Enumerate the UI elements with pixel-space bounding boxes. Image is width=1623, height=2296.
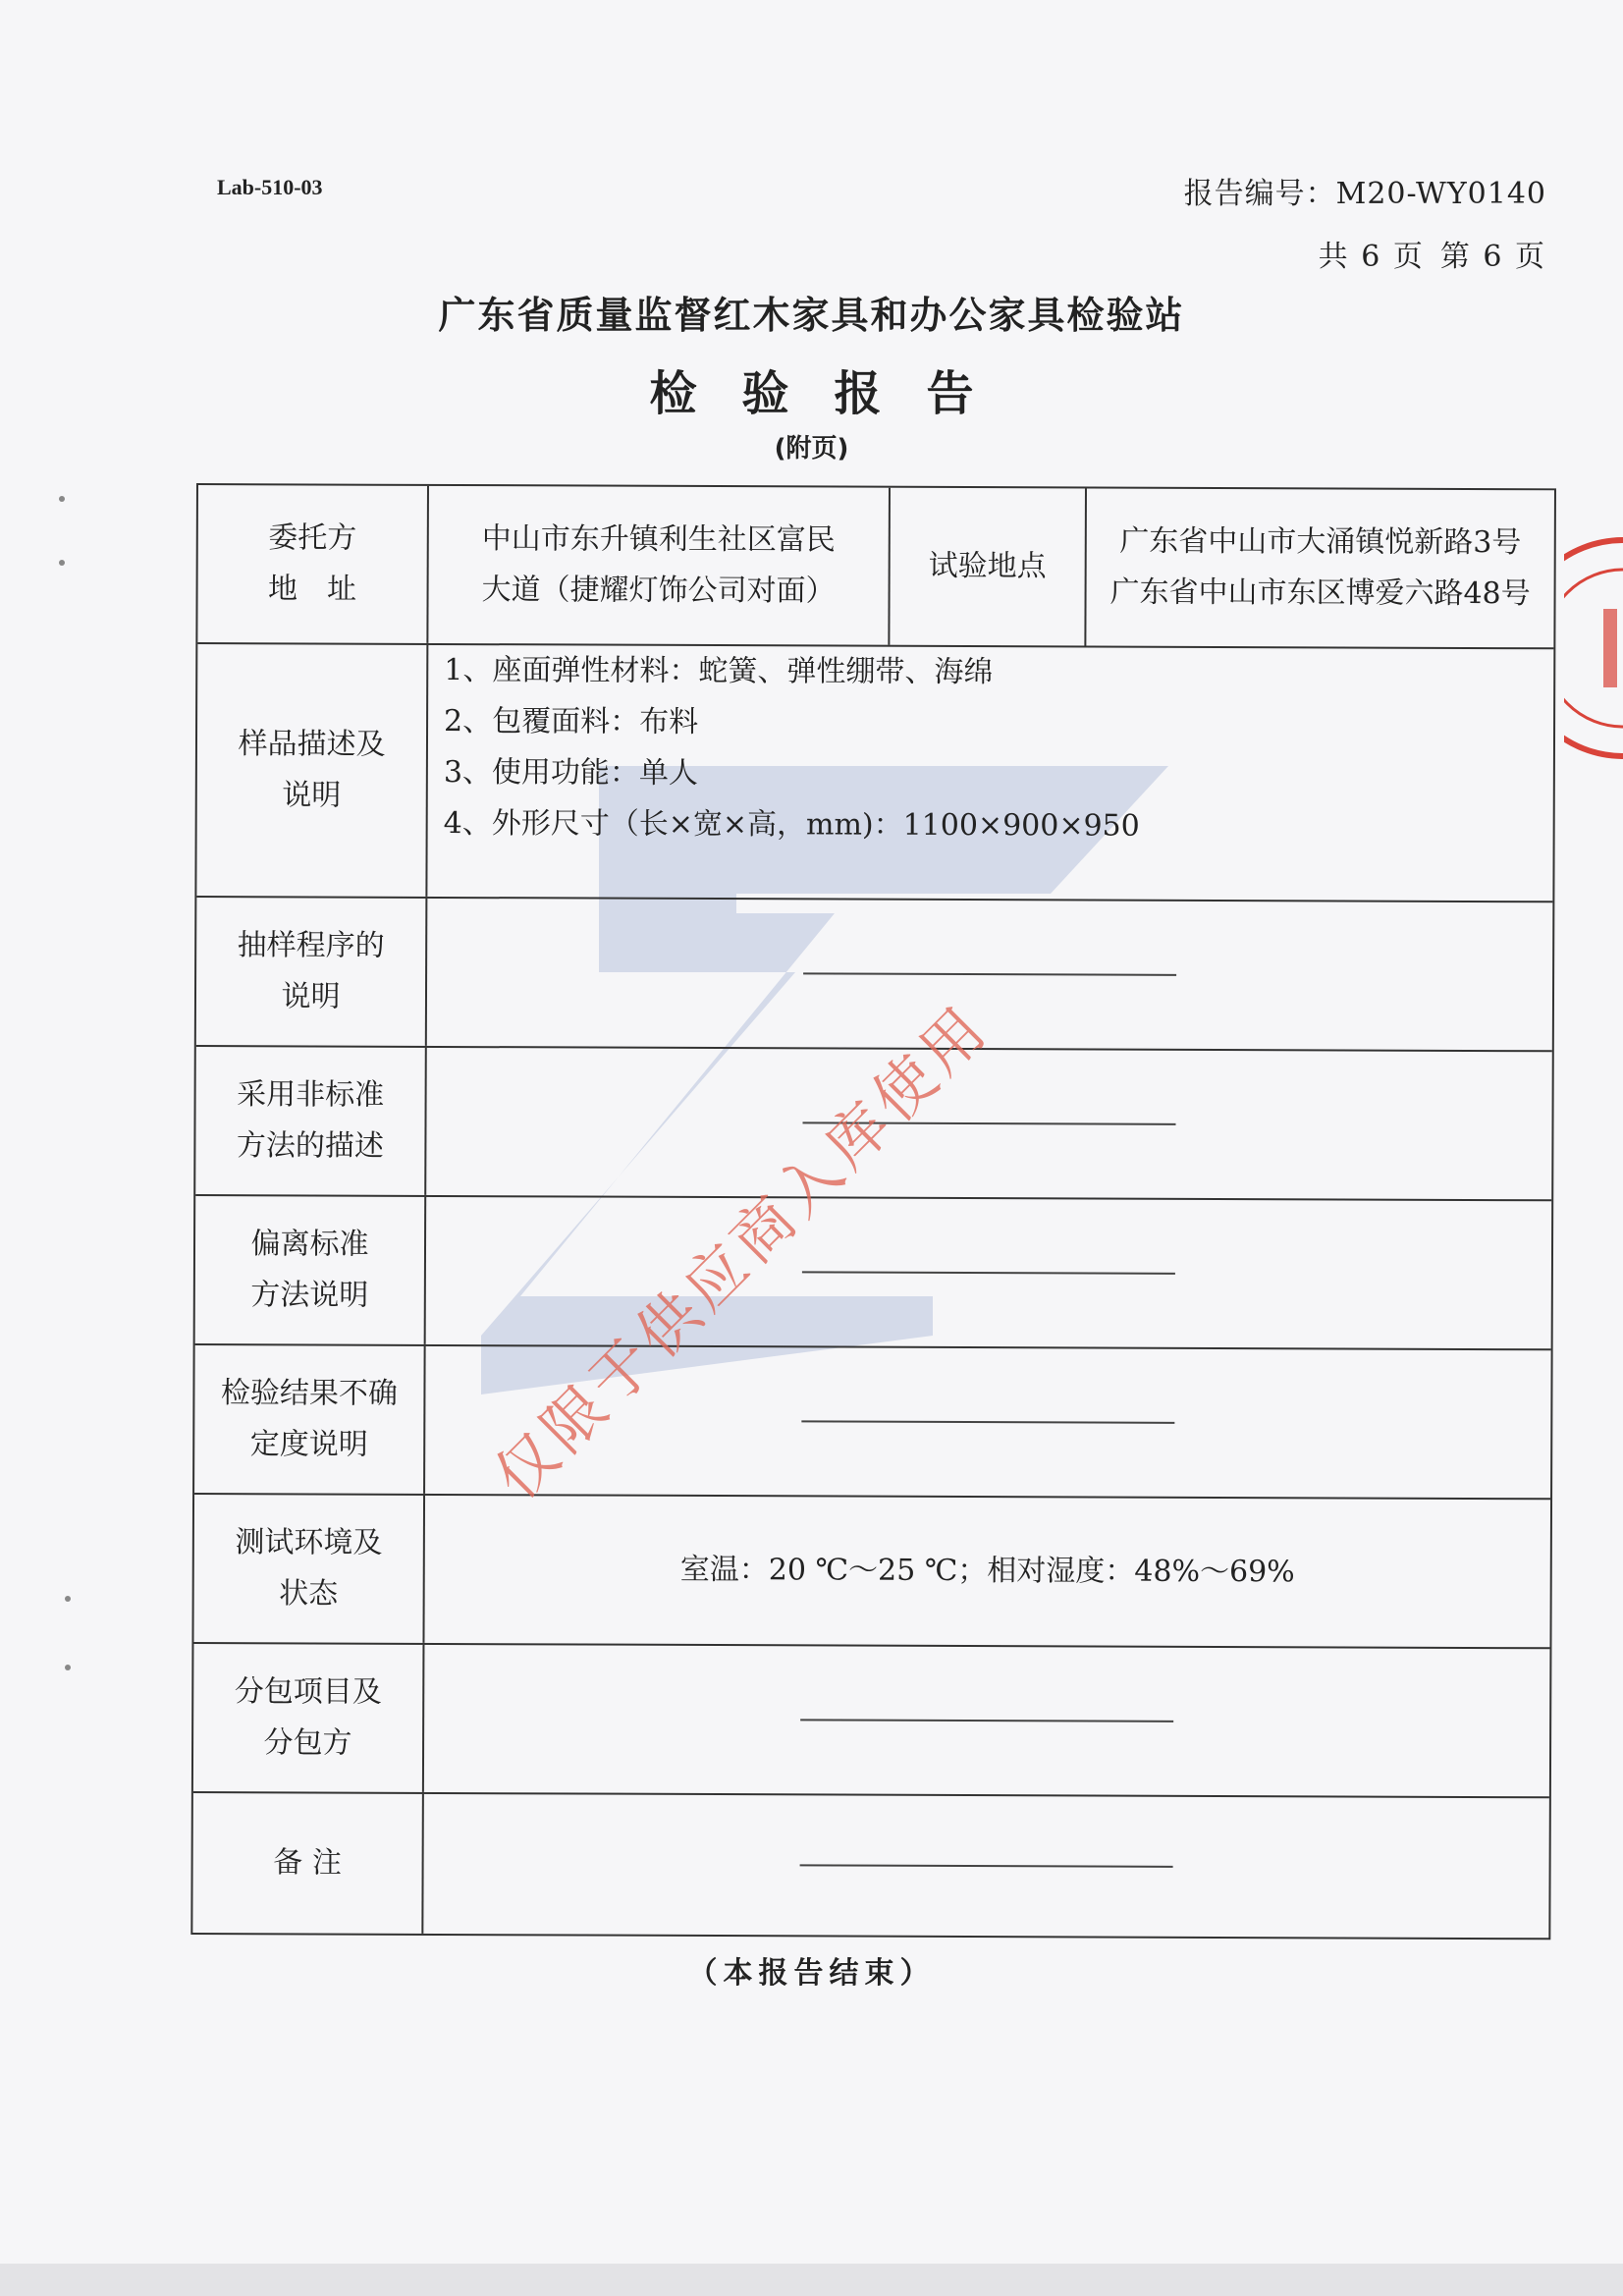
doc-subtitle: (附页) [774, 434, 849, 464]
deviation-value [426, 1197, 1552, 1348]
report-number: 报告编号：M20-WY0140 [1183, 177, 1546, 211]
client-address-label: 委托方 地 址 [197, 485, 429, 643]
table-row [192, 1791, 1549, 1938]
table-row [197, 485, 1554, 647]
sampling-label: 抽样程序的 说明 [196, 898, 428, 1046]
deviation-label: 偏离标准 方法说明 [195, 1196, 427, 1344]
page-total: 共 6 页 [1318, 240, 1425, 274]
empty-dash [800, 1719, 1173, 1722]
page-current: 第 6 页 [1439, 240, 1546, 274]
scan-mark [65, 1665, 71, 1670]
environment-label: 测试环境及 状态 [193, 1495, 425, 1643]
doc-title: 检验报告 [649, 366, 1019, 421]
sample-line: 1、座面弹性材料：蛇簧、弹性绷带、海绵 [444, 652, 994, 690]
table-row [193, 1642, 1550, 1796]
empty-dash [800, 1864, 1173, 1867]
scan-edge [0, 2264, 1623, 2296]
lab-code: Lab-510-03 [217, 175, 323, 199]
seal-stamp [1564, 530, 1623, 766]
test-site-value: 广东省中山市大涌镇悦新路3号 广东省中山市东区博爱六路48号 [1109, 523, 1531, 612]
page-indicator [1303, 232, 1546, 275]
sample-description [427, 645, 1553, 901]
scan-mark [59, 560, 65, 566]
nonstandard-value [426, 1048, 1552, 1199]
empty-dash [801, 1420, 1174, 1423]
subcontract-label: 分包项目及 分包方 [193, 1644, 425, 1792]
test-site-label: 试验地点 [890, 488, 1087, 646]
report-table [190, 483, 1556, 1940]
scan-mark [59, 496, 65, 502]
environment-value: 室温：20 ℃～25 ℃；相对湿度：48%～69% [679, 1552, 1295, 1590]
table-row [194, 1343, 1551, 1498]
org-title: 广东省质量监督红木家具和办公家具检验站 [438, 294, 1185, 337]
sample-line: 3、使用功能：单人 [443, 754, 699, 791]
table-row [196, 642, 1553, 901]
nonstandard-label: 采用非标准 方法的描述 [195, 1047, 427, 1195]
sample-line: 2、包覆面料：布料 [444, 703, 699, 739]
empty-dash [802, 1271, 1175, 1274]
table-row [195, 1194, 1552, 1348]
sample-line: 4、外形尺寸（长×宽×高，mm)：1100×900×950 [443, 805, 1140, 844]
table-row [193, 1493, 1550, 1647]
remarks-label: 备 注 [192, 1793, 424, 1934]
scan-mark [65, 1596, 71, 1602]
remarks-value [423, 1794, 1549, 1938]
report-end: （本报告结束） [687, 1956, 936, 1991]
empty-dash [803, 972, 1176, 975]
subcontract-value [424, 1645, 1550, 1796]
watermark-text: 仅限于供应商入库使用 [480, 990, 1003, 1513]
table-row [196, 896, 1553, 1050]
client-address-value: 中山市东升镇利生社区富民 大道（捷耀灯饰公司对面） [428, 486, 891, 645]
sample-label: 样品描述及 说明 [196, 644, 428, 897]
uncertainty-label: 检验结果不确 定度说明 [194, 1345, 426, 1494]
